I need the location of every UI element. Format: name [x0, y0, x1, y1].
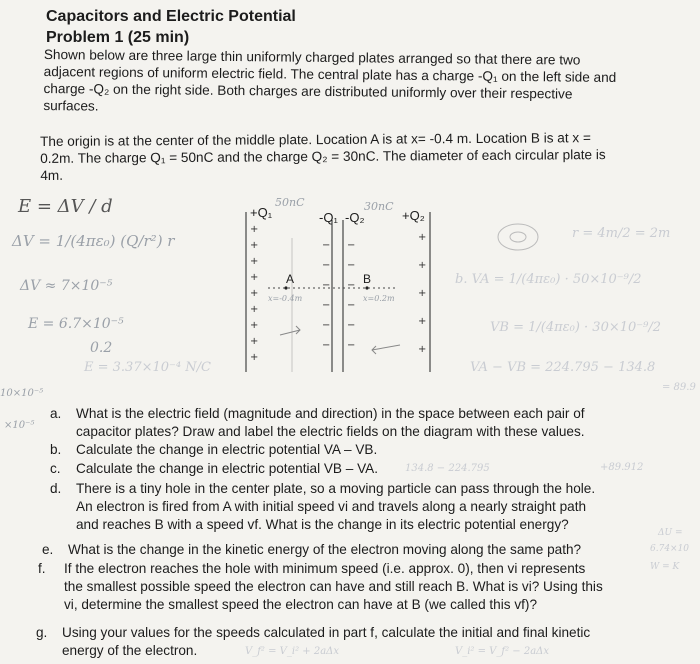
question-line: If the electron reaches the hole with minimum speed (i.e. approx. 0), then vi represents — [64, 561, 586, 576]
handwritten-xb: x=0.2m — [363, 294, 395, 303]
handwritten-e-equation: E = ΔV / d — [18, 196, 113, 217]
handwritten-e-value-note: 6.74×10 — [650, 544, 690, 554]
intro-line: adjacent regions of uniform electric field. The central plate has a charge -Q₁ on the left side and — [43, 63, 617, 85]
svg-text:+: + — [418, 260, 427, 271]
center-right-label: -Q₂ — [345, 210, 365, 225]
field-arrow-left — [280, 326, 300, 335]
question-line: energy of the electron. — [62, 643, 198, 658]
svg-text:+: + — [250, 256, 259, 267]
question-line: There is a tiny hole in the center plate, so a moving particle can pass through the hole. — [76, 481, 596, 496]
point-b-label: B — [363, 272, 372, 286]
svg-text:+: + — [418, 344, 427, 355]
svg-text:−: − — [322, 320, 331, 331]
svg-text:+: + — [250, 304, 259, 315]
handwritten-va: b. VA = 1/(4πε₀) · 50×10⁻⁹/2 — [455, 272, 642, 287]
question-line: What is the change in the kinetic energy of the electron moving along the same path? — [68, 542, 582, 557]
question-label: g. — [36, 625, 48, 640]
handwritten-vdiff: VA − VB = 224.795 − 134.8 — [470, 360, 656, 375]
svg-text:+: + — [418, 232, 427, 243]
handwritten-q2-note: 30nC — [364, 200, 394, 213]
handwritten-dv-equation: ΔV = 1/(4πε₀) (Q/r²) r — [12, 232, 175, 250]
handwritten-margin-note: ×10⁻⁵ — [4, 420, 35, 431]
svg-text:+: + — [250, 352, 259, 363]
left-plate-label: +Q₁ — [250, 205, 273, 220]
handwritten-denominator: 0.2 — [90, 340, 113, 356]
svg-text:+: + — [250, 336, 259, 347]
svg-text:+: + — [250, 320, 259, 331]
svg-text:−: − — [347, 320, 356, 331]
handwritten-q1-note: 50nC — [275, 196, 305, 209]
problem-heading: Problem 1 (25 min) — [46, 29, 190, 46]
svg-text:−: − — [347, 280, 356, 291]
question-line: capacitor plates? Draw and label the electric fields on the diagram with these values. — [76, 424, 585, 439]
setup-line: 4m. — [40, 167, 64, 183]
question-label: e. — [42, 542, 54, 557]
handwritten-margin-note: 10×10⁻⁵ — [0, 388, 44, 399]
question-label: a. — [50, 406, 62, 421]
svg-text:−: − — [347, 340, 356, 351]
svg-text:+: + — [250, 288, 259, 299]
question-label: f. — [38, 561, 46, 576]
svg-text:−: − — [322, 240, 331, 251]
handwritten-dv-value: ΔV ≈ 7×10⁻⁵ — [20, 278, 113, 294]
handwritten-e-result: E = 3.37×10⁻⁴ N/C — [84, 360, 211, 375]
handwritten-vdiff-result: = 89.9 — [662, 382, 696, 393]
svg-text:+: + — [418, 288, 427, 299]
handwritten-vb: VB = 1/(4πε₀) · 30×10⁻⁹/2 — [490, 320, 661, 335]
svg-text:+: + — [250, 272, 259, 283]
handwritten-g-note: V_i² = V_f² − 2aΔx — [455, 646, 550, 657]
center-left-label: -Q₁ — [319, 210, 338, 225]
field-arrow-right — [372, 345, 400, 354]
setup-line: 0.2m. The charge Q₁ = 50nC and the charge Q₂ = 30nC. The diameter of each circular plate is — [40, 147, 606, 166]
question-line: the smallest possible speed the electron can have and still reach B. What is vi? Using this — [64, 579, 603, 594]
svg-text:+: + — [418, 316, 427, 327]
handwritten-c-answer: +89.912 — [600, 462, 644, 473]
question-label: c. — [50, 461, 61, 476]
question-line: Calculate the change in electric potential VB – VA. — [76, 461, 379, 476]
svg-text:−: − — [322, 280, 331, 291]
question-label: b. — [50, 442, 62, 457]
handwritten-e-value: E = 6.7×10⁻⁵ — [28, 316, 124, 332]
handwritten-g-note: V_f² = V_i² + 2aΔx — [245, 646, 340, 657]
svg-text:−: − — [322, 260, 331, 271]
handwritten-radius: r = 4m/2 = 2m — [572, 226, 671, 241]
question-label: d. — [50, 481, 62, 496]
svg-text:−: − — [322, 340, 331, 351]
svg-text:−: − — [322, 300, 331, 311]
question-line: Using your values for the speeds calculated in part f, calculate the initial and final kinetic — [62, 625, 591, 640]
circle-sketch — [498, 224, 538, 250]
handwritten-c-note: 134.8 − 224.795 — [405, 463, 490, 474]
question-line: An electron is fired from A with initial speed vi and travels along a nearly straight path — [76, 499, 587, 514]
question-line: vi, determine the smallest speed the electron can have at B (we called this vf)? — [64, 597, 538, 612]
page-title: Capacitors and Electric Potential — [46, 8, 296, 25]
question-line: Calculate the change in electric potential VA – VB. — [76, 442, 378, 457]
intro-line: surfaces. — [43, 97, 99, 114]
intro-line: Shown below are three large thin uniformly charged plates arranged so that there are two — [43, 46, 581, 68]
handwritten-f-note: W = K — [650, 562, 680, 572]
question-line: and reaches B with a speed vf. What is the change in its electric potential energy? — [76, 517, 569, 532]
question-line: What is the electric field (magnitude and direction) in the space between each pair of — [76, 406, 585, 421]
svg-text:+: + — [250, 224, 259, 235]
svg-text:+: + — [250, 240, 259, 251]
setup-line: The origin is at the center of the middle plate. Location A is at x= -0.4 m. Location B is at x = — [40, 130, 591, 149]
right-plate-label: +Q₂ — [402, 208, 425, 223]
handwritten-e-note: ΔU = — [658, 528, 683, 538]
intro-line: charge -Q₂ on the right side. Both charges are distributed uniformly over their respective — [43, 80, 573, 102]
point-a-label: A — [286, 272, 295, 286]
svg-text:−: − — [347, 240, 356, 251]
svg-text:−: − — [347, 260, 356, 271]
handwritten-xa: x=-0.4m — [268, 294, 303, 303]
svg-text:−: − — [347, 300, 356, 311]
